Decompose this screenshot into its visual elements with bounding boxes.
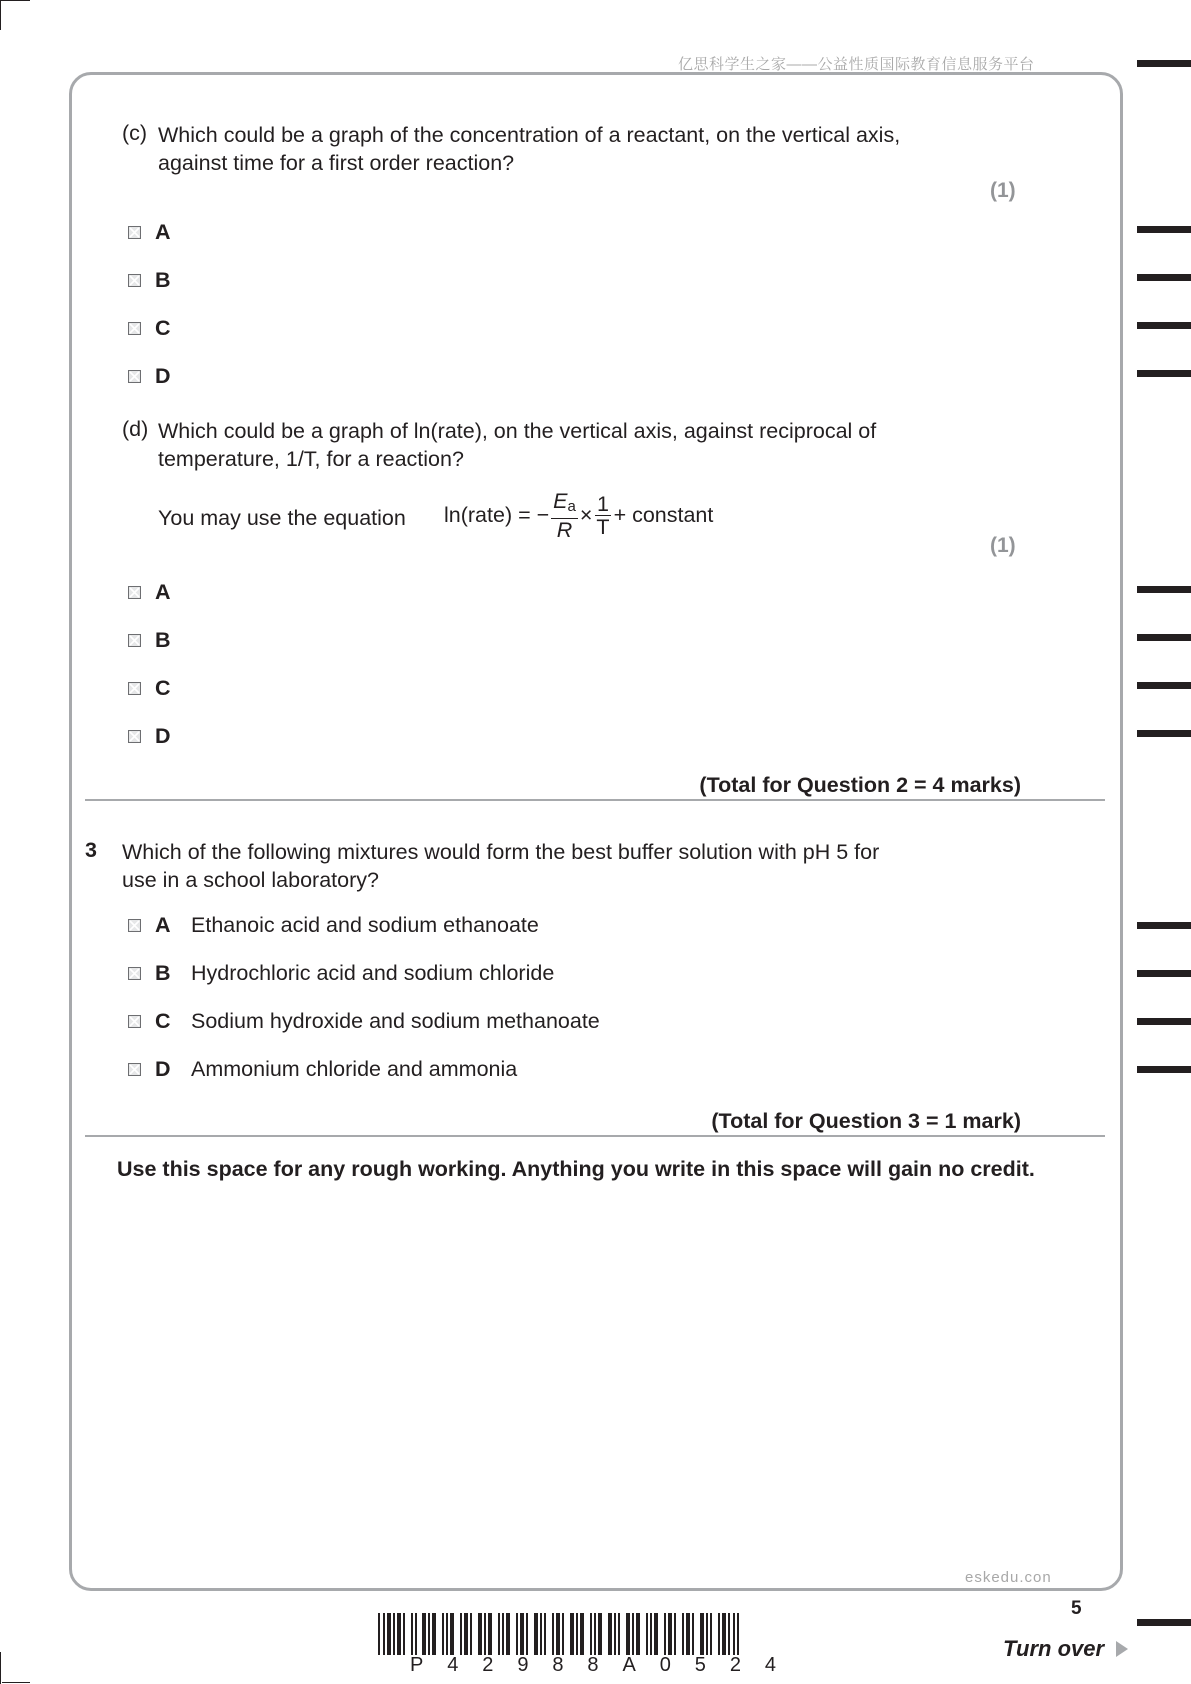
- cross-icon: [129, 731, 140, 742]
- edge-marker: [1137, 226, 1191, 233]
- answer-checkbox[interactable]: [128, 586, 141, 599]
- barcode-digits: [378, 1654, 808, 1677]
- answer-frame: [69, 72, 1123, 1591]
- question-2c-label: (c): [122, 121, 148, 145]
- answer-checkbox[interactable]: [128, 370, 141, 383]
- question-2c-text-line1: Which could be a graph of the concentration of a reactant, on the vertical axis,: [158, 123, 901, 147]
- answer-checkbox[interactable]: [128, 967, 141, 980]
- equation-t: T: [596, 515, 610, 539]
- option-letter: C: [155, 676, 171, 700]
- cross-icon: [129, 635, 140, 646]
- barcode-digit: 9: [517, 1654, 529, 1676]
- question-2c-option-a[interactable]: [128, 220, 171, 245]
- edge-marker: [1137, 922, 1191, 929]
- question-2d-text-line2: temperature, 1/T, for a reaction?: [158, 447, 464, 471]
- header-watermark: 亿思科学生之家——公益性质国际教育信息服务平台: [678, 56, 1035, 73]
- answer-checkbox[interactable]: [128, 682, 141, 695]
- option-letter: A: [155, 220, 171, 244]
- question-2d-option-a[interactable]: [128, 580, 171, 605]
- question-3-number: 3: [85, 838, 97, 862]
- question-3-option-b[interactable]: [128, 961, 554, 986]
- option-letter: B: [155, 961, 171, 985]
- answer-checkbox[interactable]: [128, 634, 141, 647]
- equation-r: R: [556, 518, 573, 542]
- option-text: Sodium hydroxide and sodium methanoate: [191, 1009, 600, 1033]
- answer-checkbox[interactable]: [128, 274, 141, 287]
- option-text: Ethanoic acid and sodium ethanoate: [191, 913, 539, 937]
- barcode-digit: 4: [447, 1654, 459, 1676]
- cross-icon: [129, 683, 140, 694]
- question-3-total: (Total for Question 3 = 1 mark): [711, 1109, 1021, 1133]
- barcode-digit: 5: [694, 1654, 706, 1676]
- answer-checkbox[interactable]: [128, 730, 141, 743]
- answer-checkbox[interactable]: [128, 1015, 141, 1028]
- arrhenius-equation: [444, 490, 713, 541]
- cross-icon: [129, 323, 140, 334]
- cross-icon: [129, 920, 140, 931]
- turn-over-button[interactable]: [1003, 1636, 1128, 1662]
- option-letter: B: [155, 268, 171, 292]
- option-letter: A: [155, 913, 171, 937]
- option-text: Hydrochloric acid and sodium chloride: [191, 961, 555, 985]
- question-3-text-line1: Which of the following mixtures would form the best buffer solution with pH 5 for: [122, 840, 880, 864]
- edge-marker: [1137, 274, 1191, 281]
- equation-rhs: + constant: [613, 503, 714, 527]
- cross-icon: [129, 1016, 140, 1027]
- question-separator: [85, 799, 1105, 801]
- question-2c-option-b[interactable]: [128, 268, 171, 293]
- crop-mark-bottom-left: [2, 1682, 30, 1683]
- edge-marker: [1137, 322, 1191, 329]
- option-letter: D: [155, 1057, 171, 1081]
- edge-marker: [1137, 730, 1191, 737]
- rough-working-notice: Use this space for any rough working. Anything you write in this space will gain no credit.: [117, 1157, 1035, 1181]
- question-2d-option-d[interactable]: [128, 724, 171, 749]
- barcode: [378, 1613, 808, 1655]
- question-2d-text-line1: Which could be a graph of ln(rate), on the vertical axis, against reciprocal of: [158, 419, 877, 443]
- edge-marker: [1137, 682, 1191, 689]
- fraction-ea-over-r: [551, 490, 578, 541]
- question-2c-option-c[interactable]: [128, 316, 171, 341]
- barcode-digit: 8: [552, 1654, 564, 1676]
- question-3-text-line2: use in a school laboratory?: [122, 868, 379, 892]
- answer-checkbox[interactable]: [128, 919, 141, 932]
- question-2c-option-d[interactable]: [128, 364, 171, 389]
- cross-icon: [129, 371, 140, 382]
- cross-icon: [129, 227, 140, 238]
- barcode-digit: 8: [587, 1654, 599, 1676]
- option-letter: C: [155, 316, 171, 340]
- answer-checkbox[interactable]: [128, 1063, 141, 1076]
- answer-checkbox[interactable]: [128, 322, 141, 335]
- question-2c-text-line2: against time for a first order reaction?: [158, 151, 515, 175]
- question-2d-label: (d): [122, 417, 149, 441]
- question-2-total: (Total for Question 2 = 4 marks): [699, 773, 1021, 797]
- edge-marker: [1137, 1018, 1191, 1025]
- equation-lhs: ln(rate) = −: [444, 503, 550, 527]
- edge-marker: [1137, 60, 1191, 67]
- option-letter: A: [155, 580, 171, 604]
- barcode-digit: 2: [482, 1654, 494, 1676]
- question-separator: [85, 1135, 1105, 1137]
- answer-checkbox[interactable]: [128, 226, 141, 239]
- edge-marker: [1137, 970, 1191, 977]
- question-2d-option-b[interactable]: [128, 628, 171, 653]
- equation-times: ×: [579, 503, 593, 527]
- crop-mark-top-left: [0, 0, 30, 1]
- arrow-right-icon: [1116, 1641, 1128, 1657]
- cross-icon: [129, 275, 140, 286]
- barcode-digit: A: [622, 1654, 636, 1676]
- question-2c-marks: (1): [990, 179, 1016, 202]
- cross-icon: [129, 587, 140, 598]
- edge-marker: [1137, 1066, 1191, 1073]
- crop-mark-bottom-left: [0, 1652, 1, 1684]
- footer-site-watermark: eskedu.con: [965, 1569, 1052, 1586]
- edge-marker: [1137, 370, 1191, 377]
- equation-one: 1: [597, 492, 609, 516]
- question-3-option-a[interactable]: [128, 913, 539, 938]
- equation-ea-sub: a: [567, 498, 576, 515]
- page-number: 5: [1071, 1598, 1082, 1619]
- question-3-option-d[interactable]: [128, 1057, 517, 1082]
- option-letter: D: [155, 364, 171, 388]
- equation-ea: E: [553, 489, 568, 513]
- question-2d-option-c[interactable]: [128, 676, 171, 701]
- option-letter: B: [155, 628, 171, 652]
- edge-marker: [1137, 586, 1191, 593]
- barcode-digit: 2: [729, 1654, 741, 1676]
- cross-icon: [129, 1064, 140, 1075]
- barcode-digit: 4: [764, 1654, 776, 1676]
- cross-icon: [129, 968, 140, 979]
- edge-marker: [1137, 634, 1191, 641]
- fraction-one-over-t: [594, 493, 611, 538]
- question-2d-marks: (1): [990, 534, 1016, 557]
- barcode-digit: P: [409, 1654, 424, 1676]
- option-letter: D: [155, 724, 171, 748]
- barcode-digit: 0: [659, 1654, 671, 1676]
- option-text: Ammonium chloride and ammonia: [191, 1057, 518, 1081]
- option-letter: C: [155, 1009, 171, 1033]
- turn-over-label: Turn over: [1003, 1636, 1105, 1661]
- edge-marker: [1137, 1619, 1191, 1626]
- equation-intro: You may use the equation: [158, 506, 406, 530]
- crop-mark-top-left: [0, 0, 1, 30]
- question-3-option-c[interactable]: [128, 1009, 600, 1034]
